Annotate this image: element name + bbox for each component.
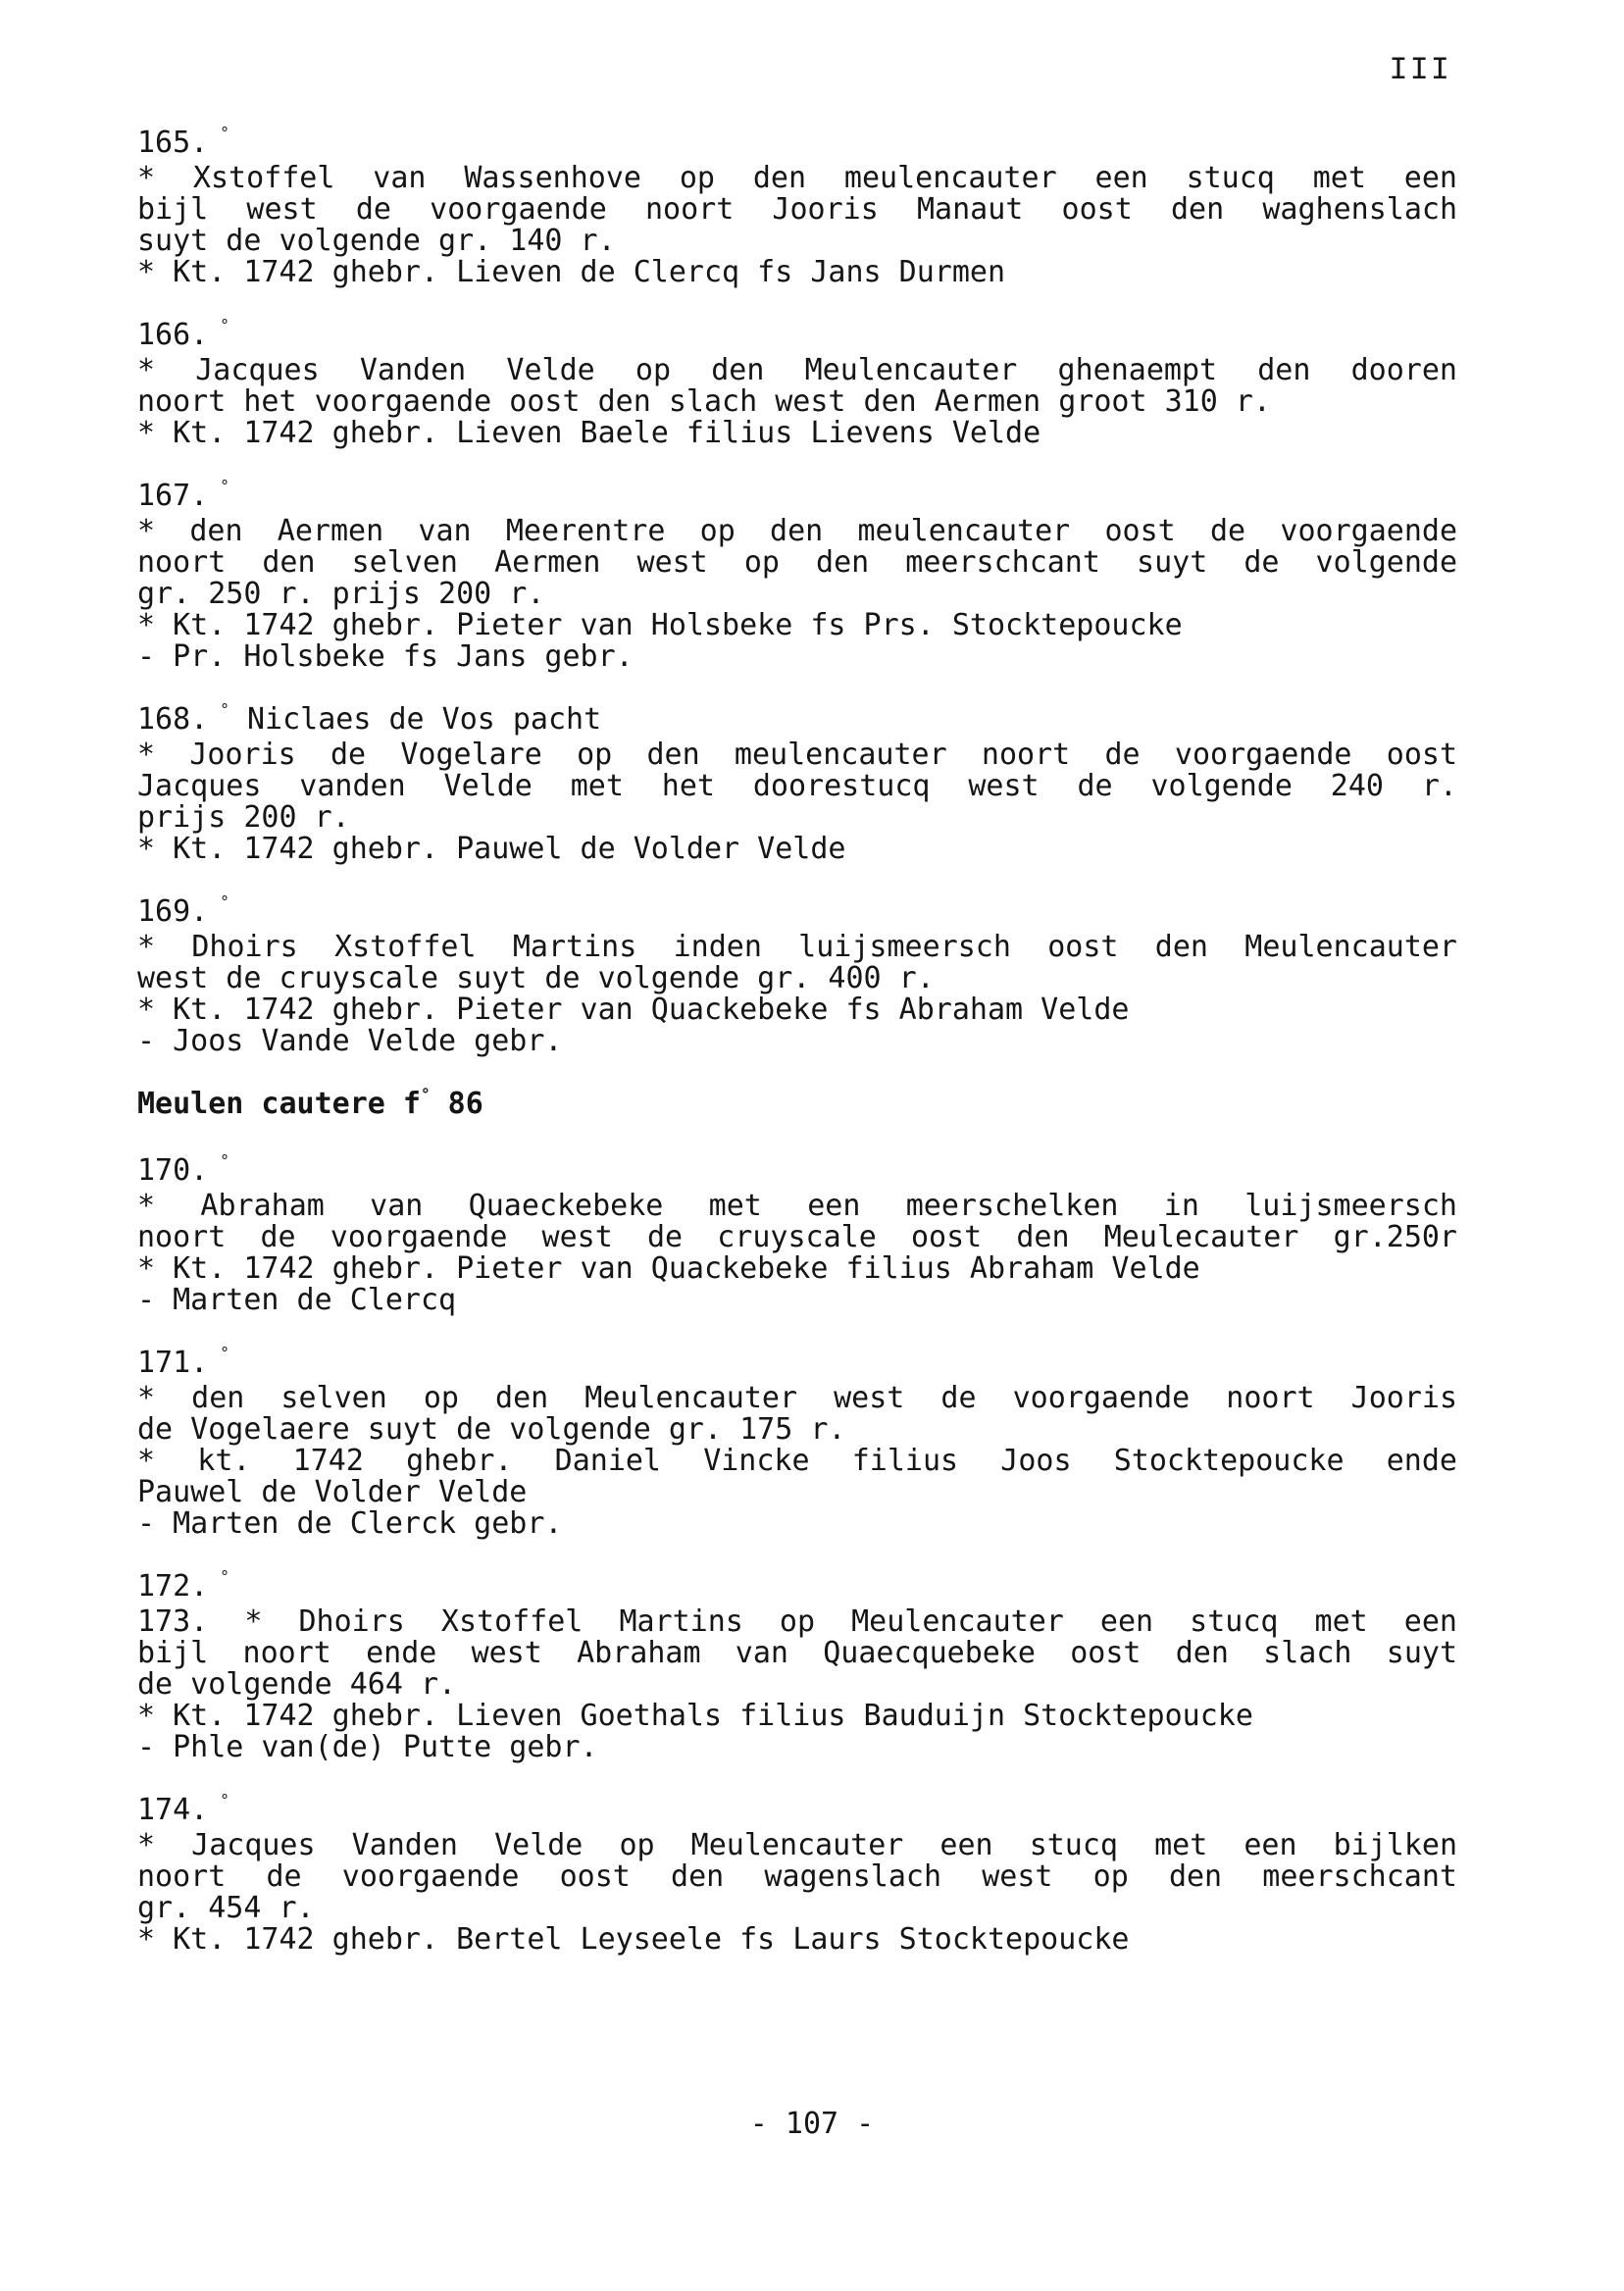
entry-header (137, 1791, 1457, 1830)
page-number: - 107 - (749, 2107, 875, 2141)
entry-line: de volgende 464 r. (137, 1667, 457, 1702)
degree-mark: ° (220, 477, 229, 495)
entry-line: * den selven op den Meulencauter west de voorgaende noort Jooris (137, 1381, 1457, 1415)
entry-line: * Jooris de Vogelare op den meulencauter noort de voorgaende oost (137, 738, 1457, 772)
section-heading (137, 1085, 1457, 1124)
entry-number: 169. (137, 894, 209, 929)
entry-line: - Joos Vande Velde gebr. (137, 1024, 563, 1058)
entries-top (137, 124, 1457, 1058)
entry-line: gr. 250 r. prijs 200 r. (137, 577, 545, 611)
entry-number: 173. (137, 1604, 209, 1639)
entry-line: bijl noort ende west Abraham van Quaecquebeke oost den slach suyt (137, 1636, 1457, 1670)
entry-line: * Kt. 1742 ghebr. Lieven de Clercq fs Jans Durmen (137, 255, 1006, 289)
entry-number: 174. (137, 1793, 209, 1827)
entry-line: - Phle van(de) Putte gebr. (137, 1730, 598, 1764)
heading-suffix: 86 (430, 1087, 483, 1121)
degree-mark: ° (220, 124, 229, 142)
entry-line: * Abraham van Quaeckebeke met een meerschelken in luijsmeersch (137, 1189, 1457, 1223)
page-label: III (1389, 52, 1451, 88)
entry-line: prijs 200 r. (137, 800, 350, 835)
degree-mark: ° (220, 892, 229, 911)
entry-line: noort den selven Aermen west op den meerschcant suyt de volgende (137, 545, 1457, 580)
entry-line: noort de voorgaende west de cruyscale oost den Meulecauter gr.250r (137, 1220, 1457, 1254)
entry-header (137, 124, 1457, 163)
entry (137, 124, 1457, 289)
entry-number: 171. (137, 1346, 209, 1380)
page-content (137, 124, 1457, 1987)
entry (137, 1344, 1457, 1541)
degree-mark: ° (220, 316, 229, 334)
heading-text: Meulen cautere f (137, 1087, 421, 1121)
entry-line: * Kt. 1742 ghebr. Lieven Goethals filius Bauduijn Stocktepoucke (137, 1699, 1253, 1733)
entry-header (137, 1344, 1457, 1383)
entry-line: - Marten de Clercq (137, 1283, 457, 1317)
heading-degree: ° (420, 1085, 431, 1103)
entry-line: * kt. 1742 ghebr. Daniel Vincke filius Joos Stocktepoucke ende (137, 1444, 1457, 1478)
entry-number: 168. (137, 702, 209, 737)
entry-line: gr. 454 r. (137, 1891, 315, 1925)
entry-line: noort de voorgaende oost den wagenslach west op den meerschcant (137, 1859, 1457, 1894)
entry-line: * Dhoirs Xstoffel Martins inden luijsmeersch oost den Meulencauter (137, 930, 1457, 964)
entry-header (137, 1606, 1457, 1638)
entry-line: * Kt. 1742 ghebr. Pieter van Quackebeke fs Abraham Velde (137, 993, 1130, 1027)
entry-line: de Vogelaere suyt de volgende gr. 175 r. (137, 1412, 846, 1447)
degree-mark: ° (220, 700, 229, 719)
entry (137, 1151, 1457, 1317)
entry-header (137, 316, 1457, 355)
entry-header (137, 892, 1457, 932)
entry-line: * Jacques Vanden Velde op Meulencauter een stucq met een bijlken (137, 1828, 1457, 1862)
entry-line: noort het voorgaende oost den slach west den Aermen groot 310 r. (137, 384, 1271, 419)
entry (137, 316, 1457, 450)
entry-header (137, 1151, 1457, 1191)
entry-line: * Kt. 1742 ghebr. Pieter van Holsbeke fs Prs. Stocktepoucke (137, 608, 1183, 642)
entry-number: 167. (137, 479, 209, 513)
entry-note: * Dhoirs Xstoffel Martins op Meulencauter een stucq met een (208, 1604, 1457, 1639)
degree-mark: ° (220, 1344, 229, 1362)
entry-line: suyt de volgende gr. 140 r. (137, 224, 616, 258)
degree-mark: ° (220, 1567, 229, 1586)
entry-header (137, 477, 1457, 516)
entry-line: * Kt. 1742 ghebr. Lieven Baele filius Lievens Velde (137, 416, 1041, 450)
entry (137, 700, 1457, 866)
entry-number: 165. (137, 126, 209, 160)
entries-bottom (137, 1151, 1457, 1957)
entry-header (137, 1567, 1457, 1606)
entry-number: 170. (137, 1153, 209, 1188)
entry-line: * Kt. 1742 ghebr. Bertel Leyseele fs Laurs Stocktepoucke (137, 1922, 1130, 1957)
entry (137, 892, 1457, 1058)
entry-line: Jacques vanden Velde met het doorestucq west de volgende 240 r. (137, 769, 1457, 803)
entry-line: * Xstoffel van Wassenhove op den meulencauter een stucq met een (137, 161, 1457, 195)
entry-line: * Kt. 1742 ghebr. Pauwel de Volder Velde (137, 832, 846, 866)
entry-number: 166. (137, 318, 209, 352)
entry-line: Pauwel de Volder Velde (137, 1475, 528, 1509)
entry-header (137, 700, 1457, 739)
entry-note: Niclaes de Vos pacht (228, 702, 602, 737)
entry-number: 172. (137, 1569, 209, 1604)
entry-line: - Pr. Holsbeke fs Jans gebr. (137, 639, 634, 674)
degree-mark: ° (220, 1151, 229, 1170)
entry (137, 1567, 1457, 1606)
entry-line: bijl west de voorgaende noort Jooris Manaut oost den waghenslach (137, 192, 1457, 227)
entry-line: west de cruyscale suyt de volgende gr. 400 r. (137, 961, 935, 995)
degree-mark: ° (220, 1791, 229, 1809)
entry-line: * Kt. 1742 ghebr. Pieter van Quackebeke filius Abraham Velde (137, 1251, 1200, 1286)
entry (137, 1606, 1457, 1763)
entry-line: * den Aermen van Meerentre op den meulencauter oost de voorgaende (137, 514, 1457, 548)
entry (137, 477, 1457, 674)
entry-line: - Marten de Clerck gebr. (137, 1506, 563, 1541)
entry-line: * Jacques Vanden Velde op den Meulencauter ghenaempt den dooren (137, 353, 1457, 387)
entry (137, 1791, 1457, 1957)
